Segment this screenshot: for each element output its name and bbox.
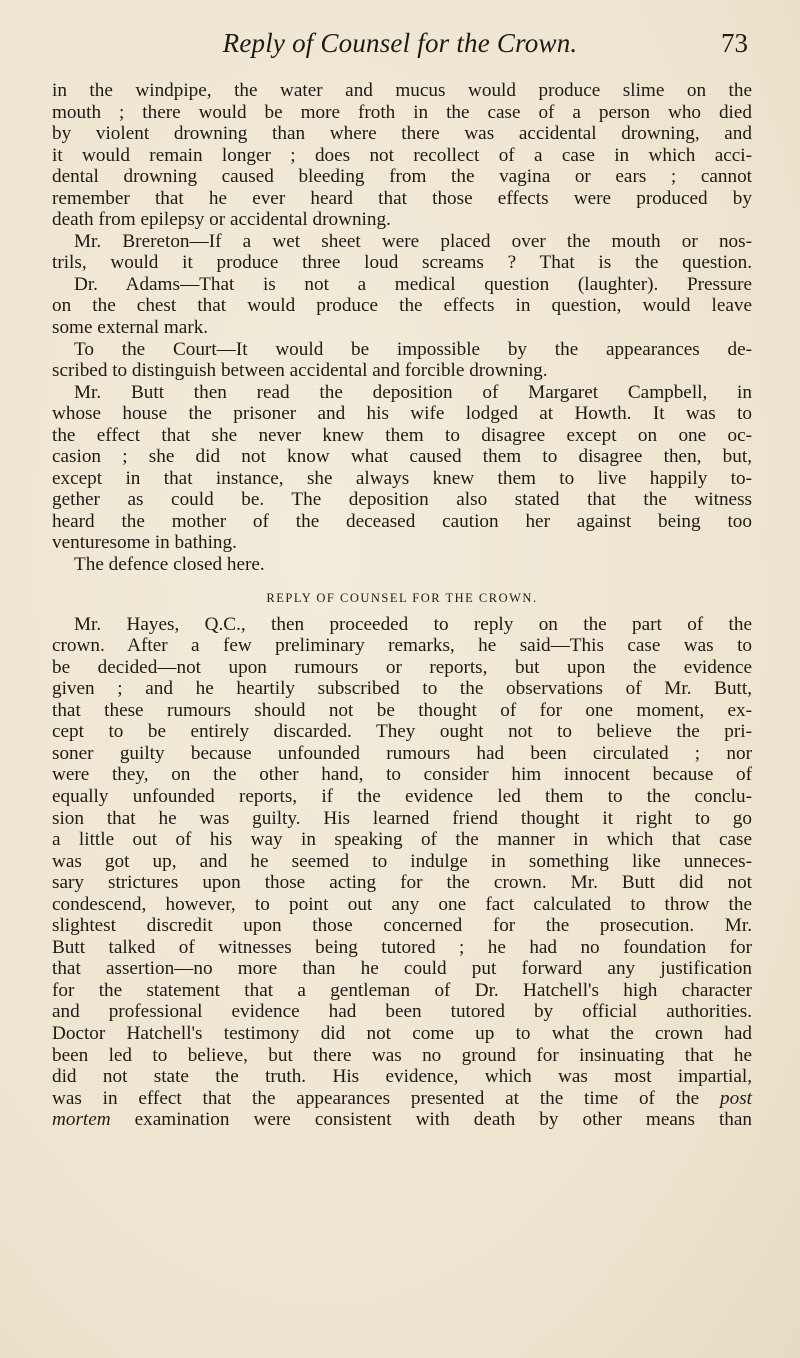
text-line: [52, 1088, 752, 1110]
text-line: casion ; she did not know what caused them to disagree then, but,: [52, 446, 752, 468]
text-line: [52, 1109, 752, 1131]
text-line: crown. After a few preliminary remarks, he said—This case was to: [52, 635, 752, 657]
text-line: by violent drowning than where there was accidental drowning, and: [52, 123, 752, 145]
text-line: that assertion—no more than he could put forward any justification: [52, 958, 752, 980]
text-line: whose house the prisoner and his wife lodged at Howth. It was to: [52, 403, 752, 425]
running-title: Reply of Counsel for the Crown.: [222, 28, 578, 58]
text-line: slightest discredit upon those concerned for the prosecution. Mr.: [52, 915, 752, 937]
page-number: 73: [721, 28, 748, 58]
text-line: dental drowning caused bleeding from the vagina or ears ; cannot: [52, 166, 752, 188]
text-line: except in that instance, she always knew them to live happily to-: [52, 467, 752, 489]
text-line: sary strictures upon those acting for the crown. Mr. Butt did not: [52, 872, 752, 894]
text-line: death from epilepsy or accidental drowning.: [52, 209, 391, 231]
text-line: The defence closed here.: [74, 554, 265, 576]
text-line: sion that he was guilty. His learned friend thought it right to go: [52, 807, 752, 829]
text-line: that these rumours should not be thought of for one moment, ex-: [52, 699, 752, 721]
text-line-main: examination were consistent with death by other means than: [134, 1109, 752, 1131]
text-line: mouth ; there would be more froth in the case of a person who died: [52, 101, 752, 123]
text-line: Dr. Adams—That is not a medical question (laughter). Pressure: [74, 273, 752, 295]
text-line: the effect that she never knew them to disagree except on one oc-: [52, 424, 752, 446]
text-line: soner guilty because unfounded rumours had been circulated ; nor: [52, 742, 752, 764]
text-line: in the windpipe, the water and mucus would produce slime on the: [52, 80, 752, 101]
text-line: equally unfounded reports, if the evidence led them to the conclu-: [52, 785, 752, 807]
text-line: trils, would it produce three loud screams ? That is the question.: [52, 252, 752, 274]
text-line: Mr. Brereton—If a wet sheet were placed over the mouth or nos-: [74, 230, 752, 252]
text-line: a little out of his way in speaking of the manner in which that case: [52, 829, 752, 851]
text-line: given ; and he heartily subscribed to the observations of Mr. Butt,: [52, 678, 752, 700]
text-line: To the Court—It would be impossible by the appearances de-: [74, 338, 752, 360]
text-line: Mr. Hayes, Q.C., then proceeded to reply on the part of the: [74, 613, 752, 635]
text-line-main: was in effect that the appearances presented at the time of the: [52, 1087, 700, 1109]
text-line: for the statement that a gentleman of Dr. Hatchell's high character: [52, 979, 752, 1001]
text-line: heard the mother of the deceased caution her against being too: [52, 510, 752, 532]
body-text: [52, 80, 752, 1131]
text-line: Butt talked of witnesses being tutored ; he had no foundation for: [52, 936, 752, 958]
text-line: some external mark.: [52, 317, 209, 339]
text-line: scribed to distinguish between accidental and forcible drowning.: [52, 360, 548, 382]
section-heading: REPLY OF COUNSEL FOR THE CROWN.: [266, 590, 538, 605]
text-line: it would remain longer ; does not recollect of a case in which acci-: [52, 144, 752, 166]
text-line: be decided—not upon rumours or reports, but upon the evidence: [52, 656, 752, 678]
text-line: cept to be entirely discarded. They ought not to believe the pri-: [52, 721, 752, 743]
text-line: Doctor Hatchell's testimony did not come up to what the crown had: [52, 1022, 752, 1044]
text-line: on the chest that would produce the effects in question, would leave: [52, 295, 752, 317]
text-line: was got up, and he seemed to indulge in something like unneces-: [52, 850, 752, 872]
text-line: did not state the truth. His evidence, which was most impartial,: [52, 1066, 752, 1088]
text-line: been led to believe, but there was no ground for insinuating that he: [52, 1044, 752, 1066]
text-line: were they, on the other hand, to consider him innocent because of: [52, 764, 752, 786]
text-line: remember that he ever heard that those effects were produced by: [52, 187, 752, 209]
running-header: [52, 28, 748, 68]
text-line: and professional evidence had been tutored by official authorities.: [52, 1001, 752, 1023]
text-line: venturesome in bathing.: [52, 532, 237, 554]
italic-word: post: [720, 1087, 753, 1109]
text-line: gether as could be. The deposition also stated that the witness: [52, 489, 752, 511]
text-line: condescend, however, to point out any one fact calculated to throw the: [52, 893, 752, 915]
text-line: Mr. Butt then read the deposition of Margaret Campbell, in: [74, 381, 752, 403]
italic-word: mortem: [52, 1109, 111, 1131]
